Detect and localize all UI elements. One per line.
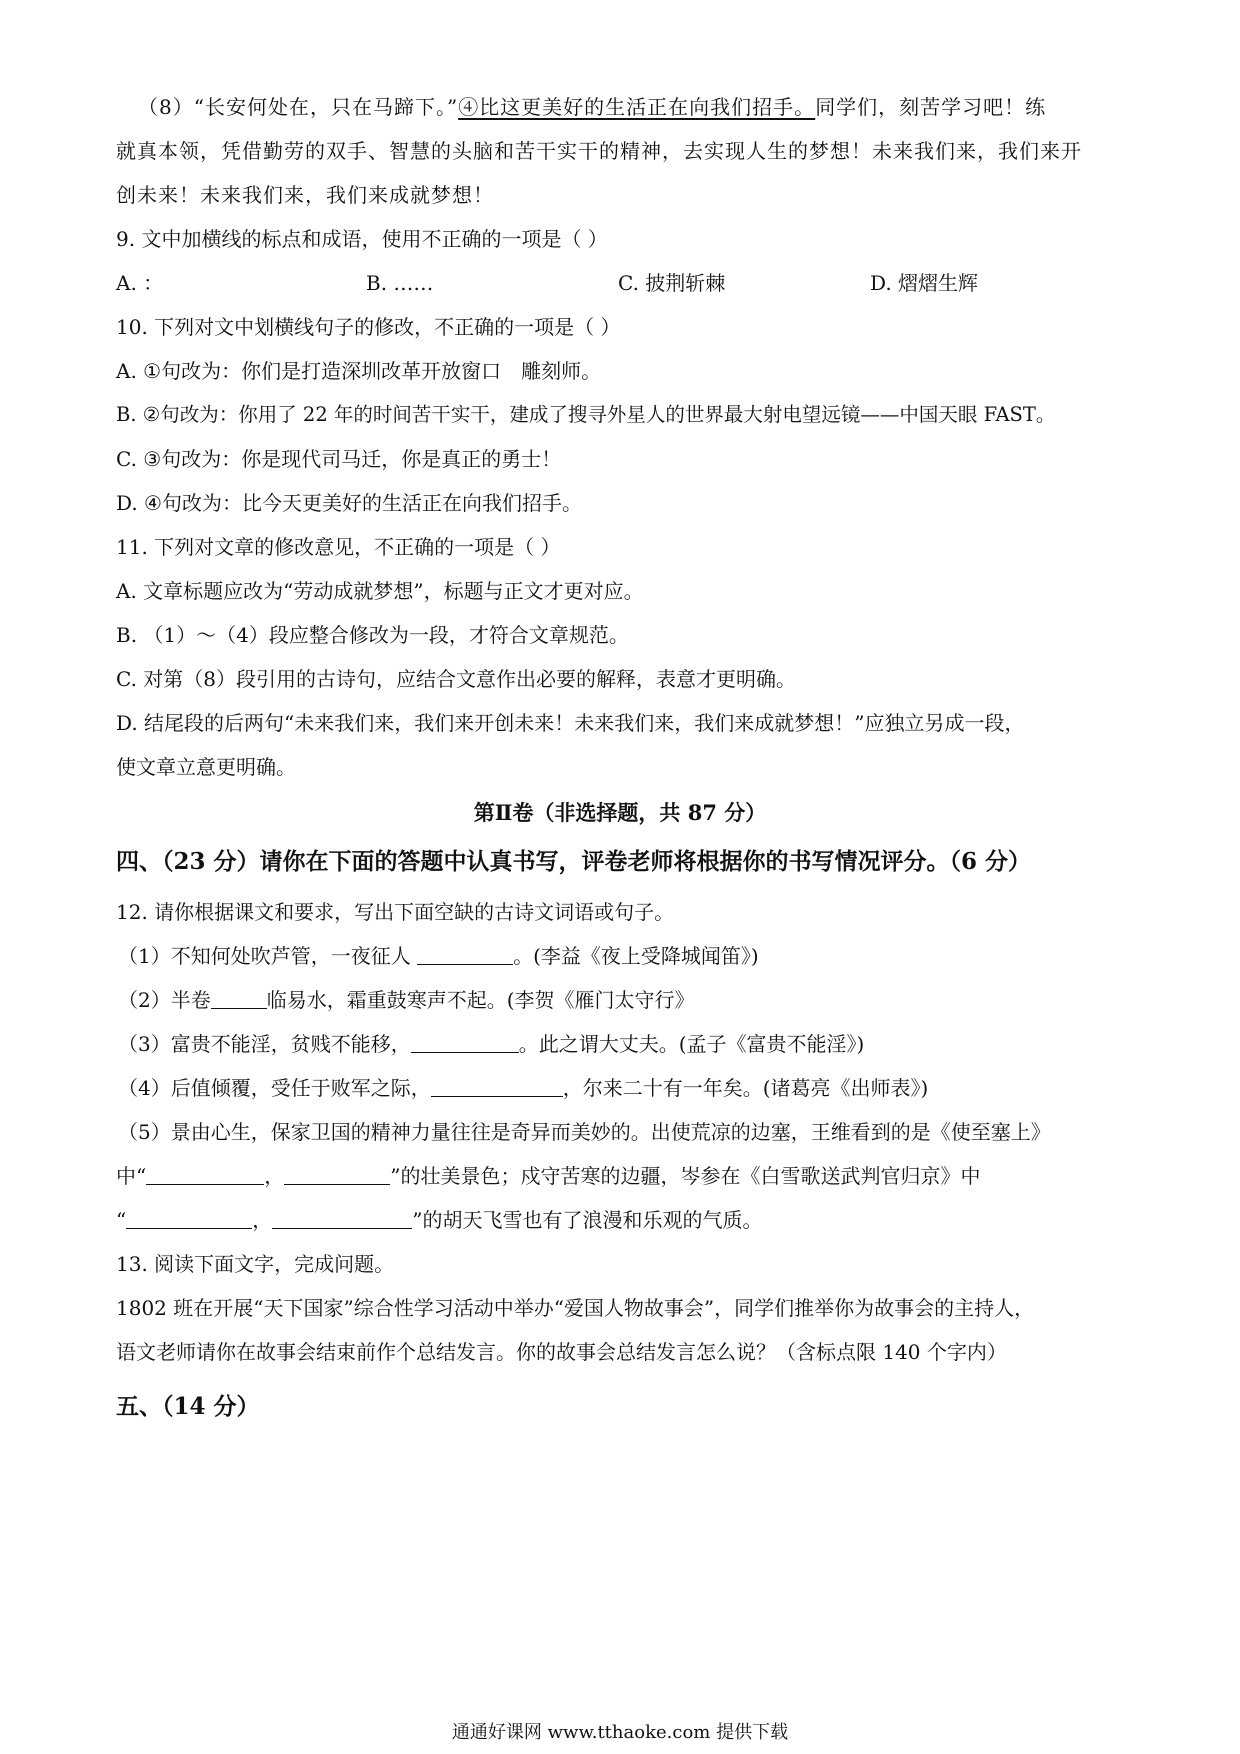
q10-stem: 10. 下列对文中划横线句子的修改，不正确的一项是（ ） (116, 315, 621, 339)
q11-stem: 11. 下列对文章的修改意见，不正确的一项是（ ） (116, 535, 561, 559)
q13-line2: 语文老师请你在故事会结束前作个总结发言。你的故事会总结发言怎么说？（含标点限 140 个字内） (116, 1340, 1007, 1364)
q12-item-5-line3-text: ”的胡天飞雪也有了浪漫和乐观的气质。 (412, 1208, 763, 1232)
q9-option-d: D. 熠熠生辉 (870, 271, 979, 295)
q10-option-b: B. ②句改为：你用了 22 年的时间苦干实干，建成了搜寻外星人的世界最大射电望远镜——中国天眼 FAST。 (116, 403, 1056, 426)
passage-p8-underlined-sentence: ④比这更美好的生活正在向我们招手。 (458, 95, 816, 119)
q12-item-5-line1: （5）景由心生，保家卫国的精神力量往往是奇异而美妙的。出使荒凉的边塞，王维看到的是《使至塞上》 (118, 1120, 1051, 1144)
q13-stem: 13. 阅读下面文字，完成问题。 (116, 1252, 395, 1276)
q11-option-c: C. 对第（8）段引用的古诗句，应结合文意作出必要的解释，表意才更明确。 (116, 667, 797, 691)
q12-item-5-line2 (116, 1161, 980, 1191)
q12-item-2 (118, 985, 695, 1015)
q11-option-d-continued: 使文章立意更明确。 (116, 755, 296, 779)
q9-stem: 9. 文中加横线的标点和成语，使用不正确的一项是（ ） (116, 227, 608, 251)
q9-option-b: B. …… (366, 271, 434, 295)
q12-item-4 (118, 1073, 928, 1103)
q12-item-4-source: ，尔来二十有一年矣。(诸葛亮《出师表》) (562, 1076, 929, 1100)
q12-item-5-line2-text: ”的壮美景色；戍守苦寒的边疆，岑参在《白雪歌送武判官归京》中 (390, 1164, 981, 1188)
footer-watermark: 通通好课网 www.tthaoke.com 提供下载 (451, 1722, 789, 1743)
q12-item-1-source: 。(李益《夜上受降城闻笛》) (513, 944, 759, 968)
q10-option-d: D. ④句改为：比今天更美好的生活正在向我们招手。 (116, 491, 582, 515)
q11-option-a: A. 文章标题应改为“劳动成就梦想”，标题与正文才更对应。 (116, 579, 644, 603)
q11-option-d: D. 结尾段的后两句“未来我们来，我们来开创未来！未来我们来，我们来成就梦想！”应独立另成一段， (116, 711, 1025, 735)
q12-item-5-blank-3[interactable] (126, 1206, 252, 1229)
q12-item-5-quote-open-2: “ (116, 1208, 127, 1232)
passage-p8-line3: 创未来！未来我们来，我们来成就梦想！ (116, 183, 494, 207)
q12-item-2-text: （2）半卷 (118, 988, 211, 1012)
q12-item-3-text: （3）富贵不能淫，贫贱不能移， (118, 1032, 411, 1056)
q12-item-3-source: 。此之谓大丈夫。(孟子《富贵不能淫》) (518, 1032, 865, 1056)
q12-item-1-text: （1）不知何处吹芦管，一夜征人 (118, 944, 418, 968)
passage-p8-tail: 同学们，刻苦学习吧！练 (815, 95, 1047, 119)
q12-item-5-blank-1[interactable] (146, 1162, 264, 1185)
section5-title: 五、（14 分） (116, 1393, 260, 1420)
q12-item-2-source: 临易水，霜重鼓寒声不起。(李贺《雁门太守行》 (266, 988, 695, 1012)
q12-item-4-text: （4）后值倾覆，受任于败军之际， (118, 1076, 431, 1100)
q12-item-3 (118, 1029, 864, 1059)
q10-option-a: A. ①句改为：你们是打造深圳改革开放窗口 雕刻师。 (116, 359, 602, 383)
q12-item-4-blank[interactable] (431, 1074, 563, 1097)
part2-title: 第Ⅱ卷（非选择题，共 87 分） (473, 800, 767, 825)
q12-item-5-line3 (116, 1205, 762, 1235)
passage-p8-line2: 就真本领，凭借勤劳的双手、智慧的头脑和苦干实干的精神，去实现人生的梦想！未来我们来，我们来开 (116, 139, 1082, 163)
q13-line1: 1802 班在开展“天下国家”综合性学习活动中举办“爱国人物故事会”，同学们推举你为故事会的主持人， (116, 1296, 1035, 1320)
passage-p8-quote: （8）“长安何处在，只在马蹄下。” (138, 95, 459, 119)
q9-option-a: A. ： (116, 271, 164, 295)
q12-item-5-comma-2: ， (252, 1208, 273, 1232)
q10-option-c: C. ③句改为：你是现代司马迁，你是真正的勇士！ (116, 447, 562, 471)
q9-option-c: C. 披荆斩棘 (618, 271, 726, 295)
passage-p8-line1 (138, 92, 1046, 122)
q12-item-5-comma-1: ， (264, 1164, 285, 1188)
q12-item-3-blank[interactable] (411, 1030, 519, 1053)
q12-item-5-quote-open: 中“ (116, 1164, 147, 1188)
q11-option-b: B. （1）～（4）段应整合修改为一段，才符合文章规范。 (116, 623, 629, 647)
q12-item-5-blank-4[interactable] (272, 1206, 412, 1229)
q12-item-1-blank[interactable] (417, 942, 513, 965)
q12-item-2-blank[interactable] (211, 986, 267, 1009)
q12-stem: 12. 请你根据课文和要求，写出下面空缺的古诗文词语或句子。 (116, 900, 675, 924)
section4-title: 四、（23 分）请你在下面的答题中认真书写，评卷老师将根据你的书写情况评分。（6 分） (116, 848, 1032, 875)
q12-item-5-blank-2[interactable] (284, 1162, 390, 1185)
q12-item-1 (118, 941, 759, 971)
